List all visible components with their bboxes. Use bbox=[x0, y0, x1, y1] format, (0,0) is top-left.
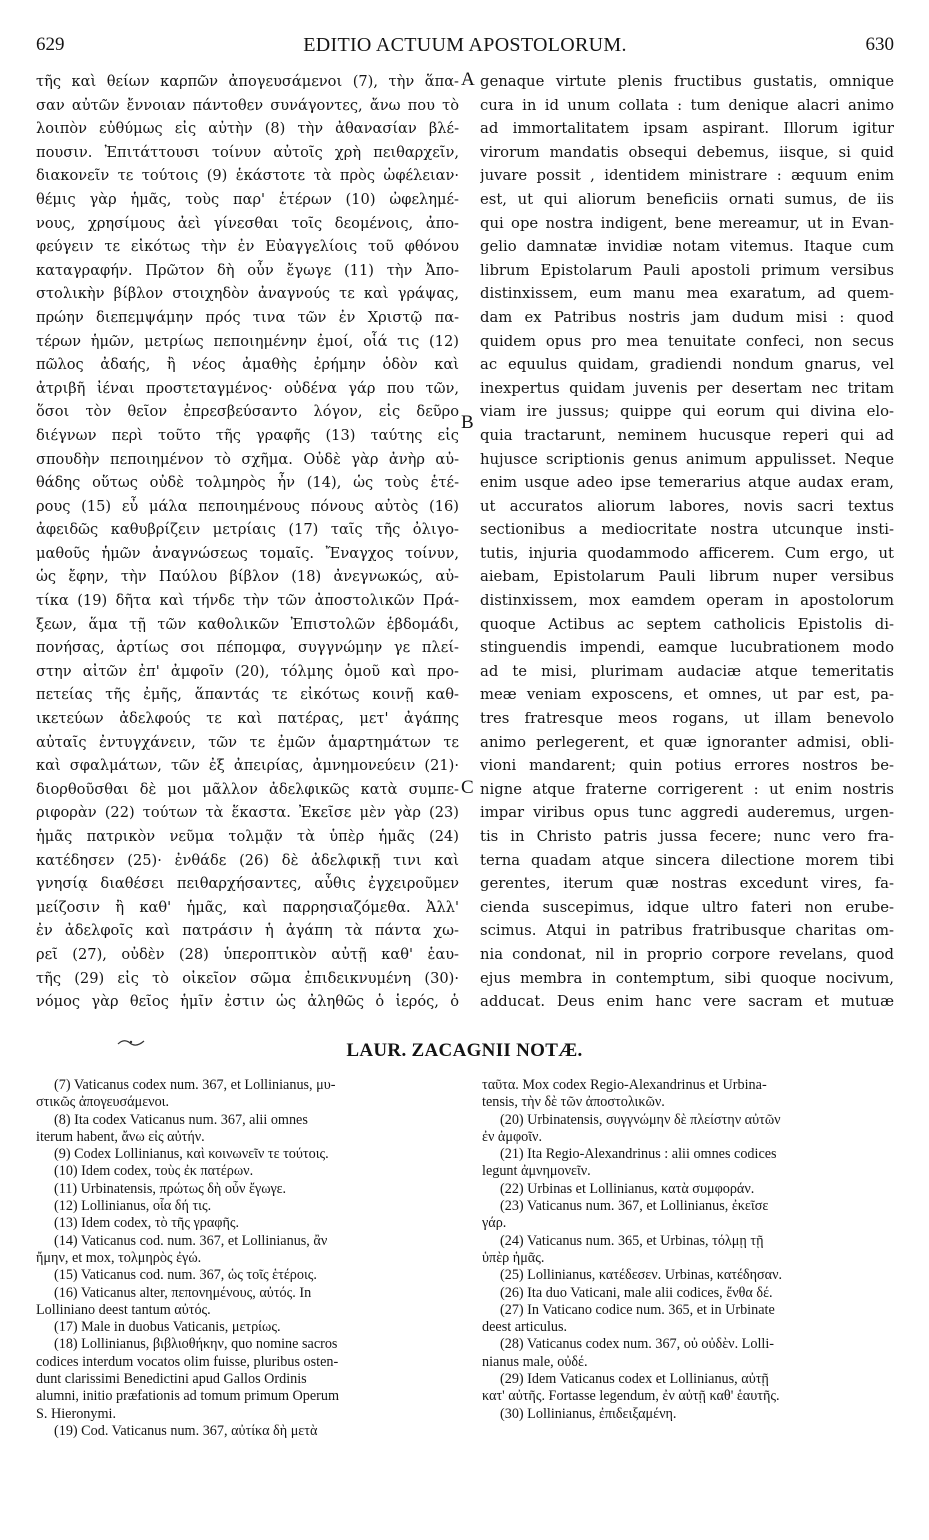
latin-text-line: ut accuratos aliorum labores, novis sacri textus bbox=[480, 497, 894, 515]
latin-text-line: distinxissem, eum manu mea exaratum, ad quem- bbox=[480, 285, 894, 303]
note-line: (13) Idem codex, τὸ τῆς γραφῆς. bbox=[54, 1215, 240, 1232]
note-line: (20) Urbinatensis, συγγνώμην δὲ πλείστην αὐτῶν bbox=[500, 1111, 781, 1128]
greek-text-line: στην αἰτῶν ἐπ' ἀμφοῖν (20), τόλμης ὁμοῦ καὶ προ- bbox=[36, 662, 459, 680]
latin-text-line: genaque virtute plenis fructibus gustatis, omnique bbox=[480, 73, 894, 90]
greek-text-line: φεύγειν τε εἰκότως τὴν ἐν Εὐαγγελίοις τοῦ φθόνου bbox=[36, 238, 459, 256]
note-line: (15) Vaticanus cod. num. 367, ὡς τοῖς ἑτέροις. bbox=[54, 1267, 317, 1284]
note-line: στικῶς ἀπογευσάμενοι. bbox=[36, 1094, 170, 1111]
greek-text-line: διακονεῖν τε τούτοις (9) ἑκάστοτε τὰ πρὸς ὠφέλειαν· bbox=[36, 167, 459, 185]
latin-text-line: quia tractarunt, neminem hucusque reperi qui ad bbox=[480, 426, 894, 444]
greek-text-line: κατέδησεν (25)· ἐνθάδε (26) δὲ ἀδελφικῇ τινι καὶ bbox=[36, 851, 459, 869]
notes-column-left bbox=[36, 1077, 456, 1440]
note-line: (7) Vaticanus codex num. 367, et Lollinianus, μυ- bbox=[54, 1077, 336, 1093]
latin-text-line: ac equulus quidam, gradiendi nondum gnarus, vel bbox=[480, 356, 894, 374]
latin-text-line: vioni mandarent; quin potius errores nostros be- bbox=[480, 757, 894, 775]
latin-text-line: tis in Christo patris jussa fecere; nunc vero fra- bbox=[480, 828, 894, 845]
greek-text-line: ἀτριβῆ ἰέναι προστεταγμένος· οὐδένα γάρ που τῶν, bbox=[36, 379, 459, 397]
greek-text-line: διέγνων περὶ τοῦτο τῆς γραφῆς (13) ταύτης εἰς bbox=[36, 426, 459, 444]
note-line: deest articulus. bbox=[482, 1319, 568, 1336]
latin-text-line: nia condonat, nil in proprio corpore revelans, quod bbox=[480, 945, 894, 963]
greek-text-line: τῆς καὶ θείων καρπῶν ἀπογευσάμενοι (7), τὴν ἅπα- bbox=[36, 73, 459, 90]
latin-text-line: quoque Actibus ac septem catholicis Epistolis di- bbox=[480, 615, 894, 633]
latin-text-line: aiebam, Epistolarum Pauli librum nuper versibus bbox=[480, 568, 894, 586]
latin-text-line: distinxissem, mox eamdem operam in apostolorum bbox=[480, 592, 894, 610]
greek-text-line: ἀφειδῶς καθυβρίζειν μετρίαις (17) ταῖς τῆς ὀλιγο- bbox=[36, 521, 459, 539]
latin-text-line: dam ex Patribus nostris jam dudum misi : quod bbox=[480, 308, 894, 326]
greek-text-line: διορθοῦσθαι δὲ μοι μᾶλλον ἀδελφικῶς κατὰ συμπε- bbox=[36, 780, 459, 798]
greek-text-line: ὅσοι τὸν θεῖον ἐπρεσβεύσαντο λόγον, εἰς δεῦρο bbox=[36, 403, 459, 421]
greek-text-line: σαν αὐτῶν ἔννοιαν πάντοθεν συνάγοντες, ἄνω που τὸ bbox=[36, 96, 459, 114]
running-title: EDITIO ACTUUM APOSTOLORUM. bbox=[303, 34, 627, 56]
note-line: (22) Urbinas et Lollinianus, κατὰ συμφοράν. bbox=[500, 1180, 755, 1197]
note-line: (21) Ita Regio-Alexandrinus : alii omnes codices bbox=[500, 1146, 777, 1163]
greek-text-line: τῆς (29) εἰς τὸ οἰκεῖον σῶμα ἐπιδεικνυμένη (30)· bbox=[36, 969, 459, 987]
note-line: (9) Codex Lollinianus, καὶ κοινωνεῖν τε τούτοις. bbox=[54, 1146, 329, 1163]
greek-text-line: ἡμᾶς πατρικὸν νεῦμα τολμᾷν τὰ ὑπὲρ ἡμᾶς (24) bbox=[36, 828, 459, 845]
note-line: iterum habent, ἄνω εἰς αὐτήν. bbox=[36, 1128, 205, 1145]
page-number-right: 630 bbox=[865, 34, 894, 55]
greek-text-line: θέμις γὰρ ἡμᾶς, τοὺς παρ' ἑτέρων (10) ὠφελημέ- bbox=[36, 190, 459, 208]
note-line: (8) Ita codex Vaticanus num. 367, alii omnes bbox=[54, 1111, 308, 1128]
greek-text-line: πουσιν. Ἐπιτάττουσι τοίνυν αὐτοῖς χρὴ πειθαρχεῖν, bbox=[36, 143, 459, 161]
note-line: alumni, initio præfationis ad tomum primum Operum bbox=[36, 1388, 340, 1405]
greek-text-line: καὶ σφαλμάτων, τῶν ἐξ ἀπειρίας, ἀμνημονεύειν (21)· bbox=[36, 757, 459, 775]
notes-column-right bbox=[482, 1077, 894, 1423]
margin-marker-b: B bbox=[461, 412, 474, 433]
latin-text-line: juvare possit , identidem ministrare : æquum enim bbox=[480, 167, 894, 185]
latin-text-line: ad immortalitatem ipsam aspirant. Illorum igitur bbox=[480, 120, 894, 138]
latin-text-line: meæ veniam exposcens, et omnes, ut par est, pa- bbox=[480, 686, 894, 704]
latin-text-line: cura in id unum collata : tum denique alacri animo bbox=[480, 96, 894, 114]
greek-text-line: μείζοσιν ἢ καθ' ἡμᾶς, καὶ παρρησιαζόμεθα. Ἀλλ' bbox=[36, 898, 459, 916]
latin-text-line: tutis, injuria quodammodo afficerem. Cum ergo, ut bbox=[480, 544, 894, 562]
latin-text-line: enim usque adeo ipse temerarius atque audax eram, bbox=[480, 474, 894, 492]
greek-text-line: πετείας τῆς ἐμῆς, ἅπαντάς τε εἰκότως κοινῇ καθ- bbox=[36, 686, 459, 704]
note-line: γάρ. bbox=[482, 1215, 507, 1232]
latin-text-line: tres fratresque meos rogans, ut illam benevolo bbox=[480, 710, 894, 728]
note-line: (11) Urbinatensis, πρώτως δὴ οὖν ἔγωγε. bbox=[54, 1180, 287, 1197]
note-line: codices interdum vocatos olim fuisse, pluribus osten- bbox=[36, 1353, 339, 1370]
note-line: dunt clarissimi Benedictini apud Gallos Ordinis bbox=[36, 1371, 307, 1388]
latin-text-line: ejus membra in contemptum, sibi quoque nocivum, bbox=[480, 969, 894, 987]
greek-text-line: αὐταῖς ἐντυγχάνειν, τῶν τε ἐμῶν ἁμαρτημάτων τε bbox=[36, 733, 459, 751]
latin-text-line: stinguendis impendi, eamque lucubrationem modo bbox=[480, 639, 894, 657]
latin-text-line: inexpertus quidam juvenis per desertam nec tritam bbox=[480, 379, 894, 397]
note-line: (23) Vaticanus num. 367, et Lollinianus, ἐκεῖσε bbox=[500, 1198, 769, 1215]
latin-text-line: qui ope nostra indigent, bene mereamur, ut in Evan- bbox=[480, 214, 894, 232]
greek-text-line: ξεων, ἅμα τῇ τῶν καθολικῶν Ἐπιστολῶν ἑβδομάδι, bbox=[36, 615, 459, 633]
note-line: (16) Vaticanus alter, πεπονημένους, αὐτός. In bbox=[54, 1284, 312, 1301]
running-header bbox=[36, 34, 894, 62]
greek-text-line: νους, χρησίμους ἀεὶ γίνεσθαι τοῖς δεομένοις, ἀπο- bbox=[36, 214, 459, 232]
note-line: (10) Idem codex, τοὺς ἐκ πατέρων. bbox=[54, 1163, 254, 1180]
note-line: (29) Idem Vaticanus codex et Lollinianus, αὐτῇ bbox=[500, 1371, 769, 1388]
note-line: (30) Lollinianus, ἐπιδειξαμένη. bbox=[500, 1405, 677, 1422]
greek-text-line: καταγραφήν. Πρῶτον δὴ οὖν ἔγωγε (11) τὴν Ἀπο- bbox=[36, 261, 459, 279]
greek-text-line: ὡς ἔφην, τὴν Παύλου βίβλον (18) ἀνεγνωκώς, αὐ- bbox=[36, 568, 459, 586]
latin-text-line: est, ut qui aliorum beneficiis ornati sumus, de iis bbox=[480, 190, 894, 208]
latin-text-line: gelio damnatæ invidiæ notam vitemus. Itaque cum bbox=[480, 238, 894, 256]
latin-text-line: terna quadam atque sincera dilectione morem tibi bbox=[480, 851, 894, 869]
latin-text-line: sectionibus a mediocritate nostra utcunque insti- bbox=[480, 521, 894, 539]
greek-text-line: σπουδὴν πεποιημένον τὸ σχῆμα. Οὐδὲ γὰρ ἀνὴρ αὐ- bbox=[36, 450, 459, 468]
latin-text-line: scimus. Atqui in patribus fratribusque charitas om- bbox=[480, 922, 894, 940]
greek-text-line: ικετεύων ἀδελφούς τε καὶ πατέρας, μετ' ἀγάπης bbox=[36, 710, 459, 728]
greek-text-line: πρώην διεπεμψάμην πρός τινα τῶν ἐν Χριστῷ πα- bbox=[36, 308, 459, 326]
note-line: (17) Male in duobus Vaticanis, μετρίως. bbox=[54, 1319, 281, 1336]
note-line: Lolliniano deest tantum αὐτός. bbox=[36, 1301, 211, 1318]
latin-text-line: viam ire jussus; quippe qui eorum qui divina elo- bbox=[480, 403, 894, 421]
note-line: (28) Vaticanus codex num. 367, οὐ οὐδὲν. Lolli- bbox=[500, 1336, 774, 1353]
note-line: (24) Vaticanus num. 365, et Urbinas, τόλμῃ τῇ bbox=[500, 1232, 764, 1249]
latin-text-line: cienda suscepimus, idque ultro fateri non erube- bbox=[480, 898, 894, 916]
note-line: ταῦτα. Mox codex Regio-Alexandrinus et Urbina- bbox=[482, 1077, 767, 1093]
latin-text-line: hujusce scriptionis genus animum appulisset. Neque bbox=[480, 450, 894, 468]
latin-text-line: quidem opus pro mea tenuitate confeci, non secus bbox=[480, 332, 894, 350]
note-line: nianus male, οὐδέ. bbox=[482, 1353, 588, 1370]
notes-heading: LAUR. ZACAGNII NOTÆ. bbox=[346, 1040, 583, 1061]
greek-text-line: στολικὴν βίβλον στοιχηδὸν ἀναγνούς τε καὶ γράψας, bbox=[36, 285, 459, 303]
note-line: κατ' αὐτῆς. Fortasse legendum, ἐν αὐτῇ καθ' ἑαυτῆς. bbox=[482, 1388, 780, 1405]
margin-marker-a: A bbox=[461, 69, 475, 90]
greek-text-line: γνησίᾳ διαθέσει πειθαρχήσαντες, αὖθις ἐγχειροῦμεν bbox=[36, 875, 459, 893]
note-line: (18) Lollinianus, βιβλιοθήκην, quo nomine sacros bbox=[54, 1336, 338, 1353]
greek-text-line: τίκα (19) δῆτα καὶ τήνδε τὴν τῶν ἀποστολικῶν Πρά- bbox=[36, 592, 459, 610]
note-line: (27) In Vaticano codice num. 365, et in Urbinate bbox=[500, 1301, 775, 1318]
latin-text-line: impar viribus opus tunc aggredi auderemus, urgen- bbox=[480, 804, 894, 822]
note-line: (19) Cod. Vaticanus num. 367, αὐτίκα δὴ μετὰ bbox=[54, 1422, 318, 1439]
latin-text-line: adducat. Deus enim hanc vere sacram et mutuæ bbox=[480, 993, 894, 1011]
greek-text-line: μαθοῦς ἡμῶν ἀναγνώσεως τομαῖς. Ἔναγχος τοίνυν, bbox=[36, 544, 459, 562]
greek-text-line: πονήσας, ἀρτίως σοι πέπομφα, συγγνώμην γε πλεί- bbox=[36, 639, 459, 657]
note-line: ὑπὲρ ἡμᾶς. bbox=[482, 1249, 545, 1266]
note-line: tensis, τὴν δὲ τῶν ἀποστολικῶν. bbox=[482, 1094, 665, 1111]
note-line: legunt ἀμνημονεῖν. bbox=[482, 1163, 591, 1180]
note-line: (25) Lollinianus, κατέδεσεν. Urbinas, κατέδησαν. bbox=[500, 1267, 783, 1284]
greek-text-line: θάδης οὕτως οὐδὲ τολμηρὸς ἦν (14), ὡς τοὺς ἑτέ- bbox=[36, 474, 459, 492]
greek-text-line: τέρων ἡμῶν, μετρίως πεποιημένην ἐμοί, οἷά τις (12) bbox=[36, 332, 459, 350]
note-line: (12) Lollinianus, οἷα δή τις. bbox=[54, 1198, 212, 1215]
note-line: ἤμην, et mox, τολμηρὸς ἐγώ. bbox=[36, 1249, 202, 1266]
latin-text-line: librum Epistolarum Pauli apostoli primum versibus bbox=[480, 261, 894, 279]
note-line: S. Hieronymi. bbox=[36, 1405, 116, 1422]
latin-text-column bbox=[480, 70, 894, 1014]
latin-text-line: ad te misi, plurimam audaciæ atque temeritatis bbox=[480, 662, 894, 680]
latin-text-line: animo perlegerent, et quæ ignoranter admisi, obli- bbox=[480, 733, 894, 751]
latin-text-line: gerentes, iterum quæ nostras excedunt vires, fa- bbox=[480, 875, 894, 893]
greek-text-line: ρεῖ (27), οὐδὲν (28) ὑπεροπτικὸν αὐτῇ καθ' ἑαυ- bbox=[36, 945, 459, 963]
note-line: (26) Ita duo Vaticani, male alii codices, ἔνθα δέ. bbox=[500, 1284, 773, 1301]
greek-text-column bbox=[36, 70, 459, 1014]
note-line: (14) Vaticanus cod. num. 367, et Lollinianus, ἂν bbox=[54, 1232, 328, 1249]
greek-text-line: πῶλος ἀδαής, ἢ νέος ἀμαθὴς ἐρήμην ὁδὸν καὶ bbox=[36, 356, 459, 374]
greek-text-line: ρους (15) εὖ μάλα πεποιημένους πόνους αὐτὸς (16) bbox=[36, 497, 459, 515]
greek-text-line: ἐν ἀδελφοῖς καὶ πατράσιν ἡ ἀγάπη τὰ πάντα χω- bbox=[36, 922, 459, 940]
greek-text-line: ριφορὰν (22) τούτων τὰ ἕκαστα. Ἐκεῖσε μὲν γὰρ (23) bbox=[36, 804, 459, 822]
page-number-left: 629 bbox=[36, 34, 65, 55]
latin-text-line: virorum mandatis obsequi debemus, iisque, si quid bbox=[480, 143, 894, 161]
note-line: ἐν ἀμφοῖν. bbox=[482, 1128, 543, 1145]
margin-marker-c: C bbox=[461, 777, 474, 798]
greek-text-line: λοιπὸν εὐθύμως εἰς αὐτὴν (8) τὴν ἀθανασίαν βλέ- bbox=[36, 120, 459, 138]
latin-text-line: nigne atque fraterne corrigerent : ut enim nostris bbox=[480, 780, 894, 798]
greek-text-line: νόμος γὰρ θεῖος ἡμῖν ἐστιν ὡς ἀληθῶς ὁ ἱερός, ὁ bbox=[36, 993, 459, 1011]
